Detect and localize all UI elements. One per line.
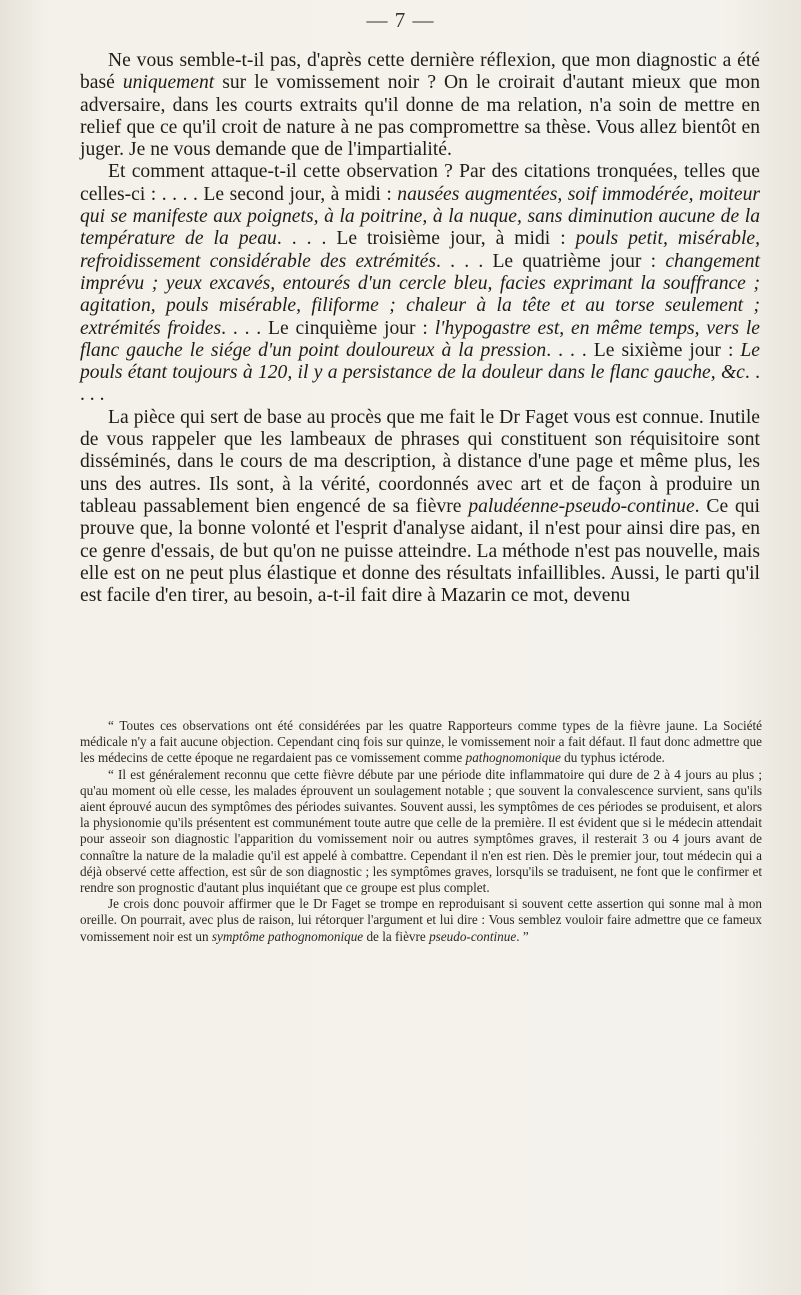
emphasis: paludéenne-pseudo-continue — [468, 495, 695, 517]
text-run: . Ce qui prouve que, la bonne volonté et l'esprit d'analyse aidant, il n'est pour ainsi dire pas, en ce genre d'essais, de but qu'on ne puisse atteindre. La méthode n'est pas nouvelle, mais elle est on ne peut plus élastique et donne des résultats infaillibles. Aussi, le parti qu'il est facile d'en tirer, au besoin, a-t-il fait dire à Mazarin ce mot, devenu — [80, 495, 761, 607]
paragraph-1 — [80, 50, 760, 161]
footnote-1 — [80, 718, 762, 767]
emphasis: pseudo-continue — [429, 928, 517, 944]
emphasis: uniquement — [122, 72, 215, 94]
page-number: — 7 — — [366, 8, 435, 32]
text-run: . . . . . — [80, 362, 760, 406]
text-run: de la fièvre — [363, 928, 430, 944]
footnote-3 — [80, 896, 762, 945]
emphasis: pouls petit, misérable, refroidissement considérable des extrémités — [80, 228, 761, 272]
text-run: “ Toutes ces observations ont été considérées par les quatre Rapporteurs comme types de la fièvre jaune. La Société médicale n'y a fait aucune objection. Cependant cinq fois sur quinze, le vomissement noir a fait défaut. Il faut donc admettre que les médecins de cette époque ne regardaient pas ce vomissement comme — [80, 718, 762, 766]
text-run: . . . . Le troisième jour, à midi : — [276, 228, 576, 250]
text-run: sur le vomissement noir ? On le croirait d'autant mieux que mon adversaire, dans les courts extraits qu'il donne de ma relation, n'a soin de mettre en relief que ce qu'il croit de nature à ne pas compromettre sa thèse. Vous allez bientôt en juger. Je ne vous demande que de l'impartialité. — [80, 72, 760, 161]
text-run: . ” — [516, 928, 529, 944]
emphasis: changement imprévu ; yeux excavés, entourés d'un cercle bleu, facies exprimant la souffrance ; agitation, pouls misérable, filiforme ; chaleur à la tête et au torse seulement ; extrémités froides — [80, 250, 760, 339]
text-run: . . . . Le sixième jour : — [546, 339, 741, 361]
text-run: . . . . Le cinquième jour : — [221, 317, 435, 339]
emphasis: symptôme pathognomonique — [211, 928, 364, 944]
paragraph-3 — [80, 407, 760, 608]
text-run: Et comment attaque-t-il cette observation ? Par des citations tronquées, telles que celles-ci : . . . . Le second jour, à midi : — [80, 161, 760, 205]
text-run: Ne vous semble-t-il pas, d'après cette dernière réflexion, que mon diagnostic a été basé — [80, 50, 760, 94]
footnotes — [80, 718, 762, 945]
emphasis: nausées augmentées, soif immodérée, moiteur qui se manifeste aux poignets, à la poitrine, à la nuque, sans diminution aucune de la température de la peau — [80, 183, 760, 250]
text-run: du typhus ictérode. — [560, 750, 665, 766]
text-run: Je crois donc pouvoir affirmer que le Dr Faget se trompe en reproduisant si souvent cette assertion qui sonne mal à mon oreille. On pourrait, avec plus de raison, lui rétorquer l'argument et lui dire : Vous semblez vouloir faire admettre que ce fameux vomissement noir est un — [80, 896, 762, 944]
text-run: . . . . Le quatrième jour : — [435, 250, 666, 272]
emphasis: l'hypogastre est, en même temps, vers le flanc gauche le siége d'un point douloureux à la pression — [80, 317, 761, 361]
main-text — [80, 50, 760, 607]
emphasis: Le pouls étant toujours à 120, il y a persistance de la douleur dans le flanc gauche, &c — [80, 339, 760, 384]
text-run: La pièce qui sert de base au procès que me fait le Dr Faget vous est connue. Inutile de vous rappeler que les lambeaux de phrases qui constituent son réquisitoire sont disséminés, dans le cours de ma description, à distance d'une page et même plus, les uns des autres. Ils sont, à la vérité, coordonnés avec art et de façon à produire un tableau passablement bien engencé de sa fièvre — [80, 406, 760, 517]
paragraph-2 — [80, 161, 760, 406]
emphasis: pathognomonique — [465, 750, 561, 766]
footnote-2: “ Il est généralement reconnu que cette fièvre débute par une période dite inflammatoire qui dure de 2 à 4 jours au plus ; qu'au moment où elle cesse, les malades éprouvent un soulagement notable ; que souvent la convalescence survient, sans qu'ils aient éprouvé aucun des symptômes des périodes suivantes. Souvent aussi, les symptômes de ces périodes se produisent, et alors la physionomie qu'ils présentent est communément toute autre que celle de la première. Il est évident que si le médecin attendait pour asseoir son diagnostic l'apparition du vomissement noir ou autres symptômes graves, il resterait 3 ou 4 jours avant de connaître la nature de la maladie qu'il est appelé à combattre. Cependant il n'en est rien. Dès le premier jour, tout médecin qui a déjà observé cette affection, est sûr de son diagnostic ; les symptômes graves, lorsqu'ils se traduisent, ne font que le confirmer et rendre son prognostic d'autant plus inquiétant que ce groupe est plus complet. — [80, 766, 762, 896]
